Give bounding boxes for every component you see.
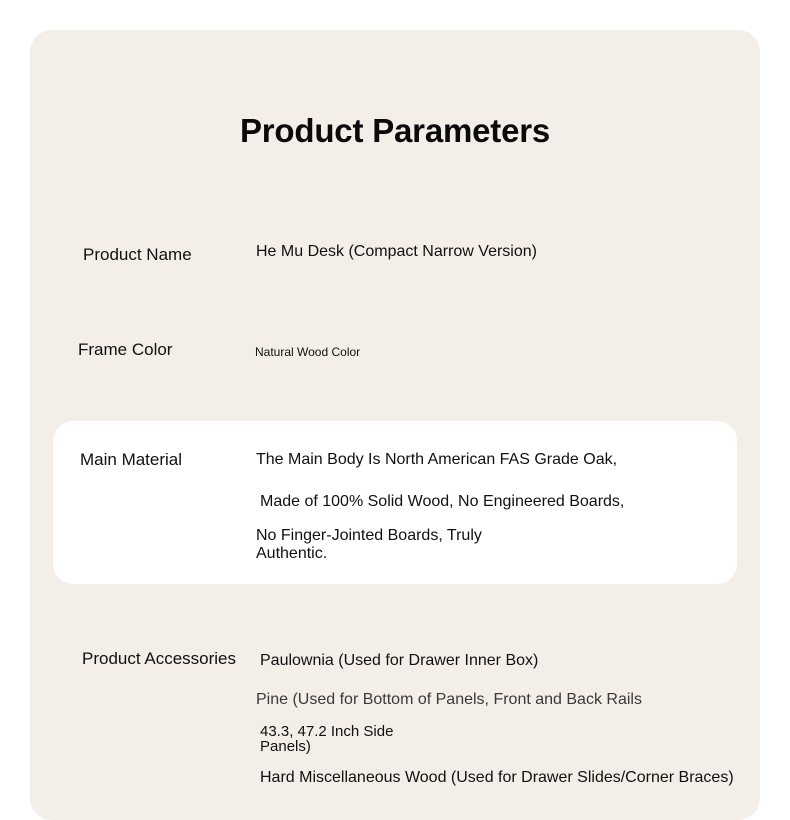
main-material-line: Authentic. [256,545,328,562]
accessory-line: Paulownia (Used for Drawer Inner Box) [260,652,539,669]
frame-color-value: Natural Wood Color [255,345,361,359]
accessory-line: Hard Miscellaneous Wood (Used for Drawer Slides/Corner Braces) [260,769,734,786]
accessory-line: 43.3, 47.2 Inch Side [260,723,394,740]
accessory-line: Panels) [260,738,311,755]
product-accessories-label: Product Accessories [82,649,237,668]
product-name-value: He Mu Desk (Compact Narrow Version) [256,243,537,260]
frame-color-label: Frame Color [78,340,173,359]
page-title: Product Parameters [239,112,551,149]
main-material-line: The Main Body Is North American FAS Grade Oak, [256,451,618,468]
main-material-line: Made of 100% Solid Wood, No Engineered Boards, [260,493,625,510]
main-material-label: Main Material [80,450,183,469]
accessory-line: Pine (Used for Bottom of Panels, Front and Back Rails [256,691,642,708]
product-name-label: Product Name [83,245,192,264]
main-material-line: No Finger-Jointed Boards, Truly [256,527,482,544]
